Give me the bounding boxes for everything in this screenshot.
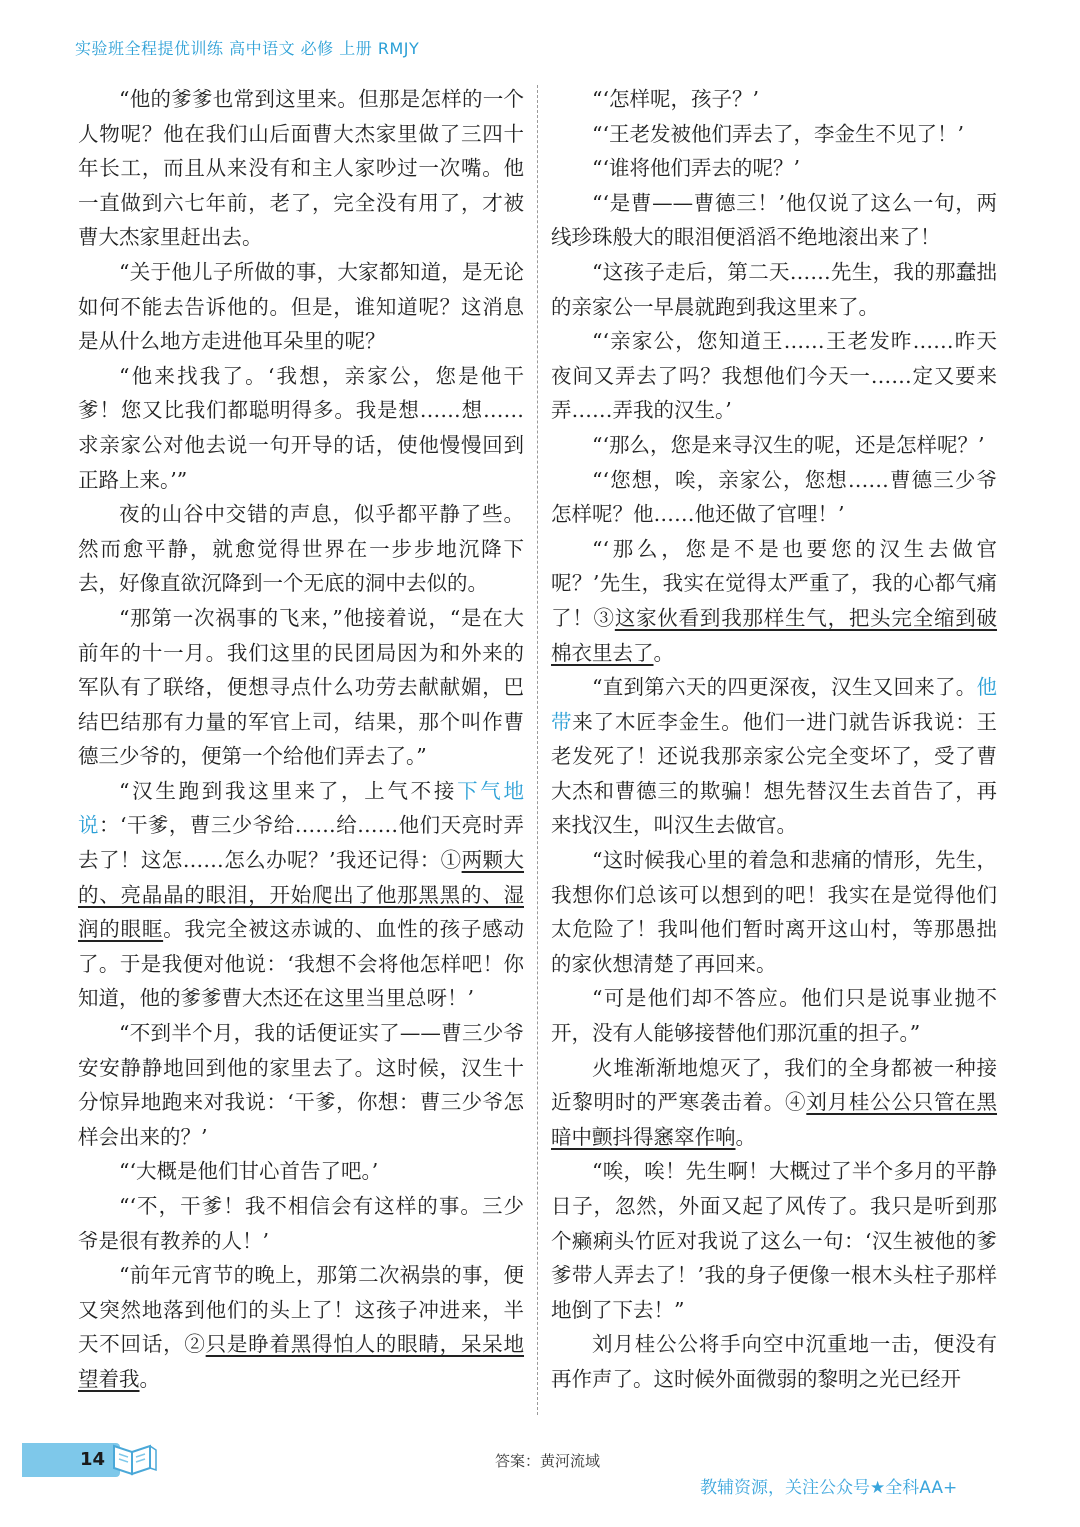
- right-column: [551, 82, 997, 1397]
- text-run: 来了木匠李金生。他们一进门就告诉我说：王老发死了！还说我那亲家公完全变坏了，受了曹大杰和曹德三的欺骗！想先替汉生去首告了，再来找汉生，叫汉生去做官。: [551, 709, 998, 838]
- paragraph: [78, 1016, 524, 1154]
- paragraph: [78, 774, 524, 1016]
- paragraph: [78, 601, 524, 774]
- paragraph: [551, 463, 997, 532]
- text-run: “唉，唉！先生啊！大概过了半个多月的平静日子，忽然，外面又起了风传了。我只是听到那个癞痢头竹匠对我说了这么一句：‘汉生被他的爹爹带人弄去了！’我的身子便像一根木头柱子那样地倒了下去！”: [551, 1159, 997, 1322]
- paragraph: [551, 1327, 997, 1396]
- paragraph: [78, 255, 524, 359]
- book-icon: [110, 1438, 160, 1482]
- text-run: “这孩子走后，第二天……先生，我的那蠢拙的亲家公一早晨就跑到我这里来了。: [551, 259, 997, 319]
- text-run: “不到半个月，我的话便证实了——曹三少爷安安静静地回到他的家里去了。这时候，汉生十分惊异地跑来对我说：‘干爹，你想：曹三少爷怎样会出来的？’: [78, 1021, 524, 1149]
- left-column: [78, 82, 524, 1397]
- paragraph: [551, 670, 997, 843]
- text-run: “‘是曹——曹德三！’他仅说了这么一句，两线珍珠般大的眼泪便滔滔不绝地滚出来了！: [551, 190, 997, 250]
- text-run: “‘那么，您是来寻汉生的呢，还是怎样呢？’: [592, 432, 985, 457]
- paragraph: [78, 82, 524, 255]
- paragraph: [551, 428, 997, 463]
- paragraph: [78, 1189, 524, 1258]
- paragraph: [551, 532, 997, 670]
- underlined-sentence: 这家伙看到我那样生气，把头完全缩到破棉衣里去了: [551, 605, 998, 665]
- text-run: 。: [653, 640, 674, 665]
- underlined-sentence: 刘月桂公公只管在黑暗中颤抖得窸窣作响: [551, 1090, 998, 1149]
- answer-text: 答案：黄河流域: [495, 1452, 601, 1470]
- paragraph: [551, 186, 997, 255]
- paragraph: [551, 255, 997, 324]
- paragraph: [551, 82, 997, 117]
- text-run: ：‘干爹，曹三少爷给……给……他们天亮时弄去了！这怎……怎么办呢？’我还记得：①: [78, 813, 525, 873]
- text-run: “可是他们却不答应。他们只是说事业抛不开，没有人能够接替他们那沉重的担子。”: [551, 986, 997, 1046]
- text-run: “‘谁将他们弄去的呢？’: [592, 156, 801, 181]
- paragraph: [551, 843, 997, 981]
- text-run: 。: [735, 1124, 756, 1149]
- paragraph: [551, 1051, 997, 1155]
- text-run: 。: [139, 1366, 160, 1391]
- text-run: 。我完全被这赤诚的、血性的孩子感动了。于是我便对他说：‘我想不会将他怎样吧！你知道，他的爹爹曹大杰还在这里当里总呀！’: [78, 917, 525, 1011]
- text-run: “‘您想，唉，亲家公，您想……曹德三少爷怎样呢？他……他还做了官哩！’: [551, 467, 997, 527]
- text-run: “‘那么，您是不是也要您的汉生去做官呢？’先生，我实在觉得太严重了，我的心都气痛了！③: [551, 536, 997, 630]
- page-number: 14: [80, 1449, 106, 1470]
- underlined-sentence: 两颗大的、亮晶晶的眼泪，开始爬出了他那黑黑的、湿润的眼眶: [78, 848, 525, 942]
- watermark-text: 教辅资源，关注公众号★全科AA+: [700, 1478, 958, 1498]
- paragraph: [551, 324, 997, 428]
- text-run: “‘不，干爹！我不相信会有这样的事。三少爷是很有教养的人！’: [78, 1194, 524, 1253]
- underlined-sentence: 只是睁着黑得怕人的眼睛，呆呆地望着我: [78, 1332, 525, 1391]
- paragraph: [551, 117, 997, 152]
- text-run: “这时候我心里的着急和悲痛的情形，先生，我想你们总该可以想到的吧！我实在是觉得他们太危险了！我叫他们暂时离开这山村，等那愚拙的家伙想清楚了再回来。: [551, 848, 997, 976]
- text-run: 刘月桂公公将手向空中沉重地一击，便没有再作声了。这时候外面微弱的黎明之光已经开: [551, 1332, 997, 1391]
- text-run: “‘亲家公，您知道王……王老发昨……昨天夜间又弄去了吗？我想他们今天一……定又要来弄……弄我的汉生。’: [551, 329, 997, 423]
- text-run: “前年元宵节的晚上，那第二次祸祟的事，便又突然地落到他们的头上了！这孩子冲进来，半天不回话，②: [78, 1263, 524, 1357]
- paragraph: [551, 151, 997, 186]
- text-run: “‘大概是他们甘心首告了吧。’: [119, 1159, 379, 1184]
- text-run: 夜的山谷中交错的声息，似乎都平静了些。然而愈平静，就愈觉得世界在一步步地沉降下去，好像直欲沉降到一个无底的洞中去似的。: [78, 502, 524, 596]
- running-header: 实验班全程提优训练 高中语文 必修 上册 RMJY: [75, 39, 420, 58]
- text-run: “‘王老发被他们弄去了，李金生不见了！’: [592, 121, 965, 146]
- text-run: “关于他儿子所做的事，大家都知道，是无论如何不能去告诉他的。但是，谁知道呢？这消息是从什么地方走进他耳朵里的呢？: [78, 259, 524, 354]
- text-run: 火堆渐渐地熄灭了，我们的全身都被一种接近黎明时的严寒袭击着。④: [551, 1055, 997, 1115]
- column-divider: [537, 85, 538, 1415]
- text-run: “汉生跑到我这里来了，上气不接: [119, 778, 458, 803]
- highlighted-text: 他带: [551, 675, 997, 734]
- text-run: “直到第六天的四更深夜，汉生又回来了。: [592, 675, 977, 700]
- paragraph: [78, 1154, 524, 1189]
- paragraph: [551, 1154, 997, 1327]
- paragraph: [551, 981, 997, 1050]
- text-run: “‘怎样呢，孩子？’: [592, 87, 760, 111]
- page-number-tab: [22, 1443, 120, 1477]
- paragraph: [78, 359, 524, 497]
- text-run: “他的爹爹也常到这里来。但那是怎样的一个人物呢？他在我们山后面曹大杰家里做了三四十年长工，而且从来没有和主人家吵过一次嘴。他一直做到六七年前，老了，完全没有用了，才被曹大杰家里赶出去。: [78, 87, 524, 250]
- paragraph: [78, 1258, 524, 1396]
- paragraph: [78, 497, 524, 601]
- text-run: “他来找我了。‘我想，亲家公，您是他干爹！您又比我们都聪明得多。我是想……想……求亲家公对他去说一句开导的话，使他慢慢回到正路上来。’”: [78, 363, 524, 492]
- text-run: “那第一次祸事的飞来，”他接着说，“是在大前年的十一月。我们这里的民团局因为和外来的军队有了联络，便想寻点什么功劳去献献媚，巴结巴结那有力量的军官上司，结果，那个叫作曹德三少爷的，便第一个给他们弄去了。”: [78, 605, 524, 769]
- highlighted-text: 下气地说: [78, 778, 525, 838]
